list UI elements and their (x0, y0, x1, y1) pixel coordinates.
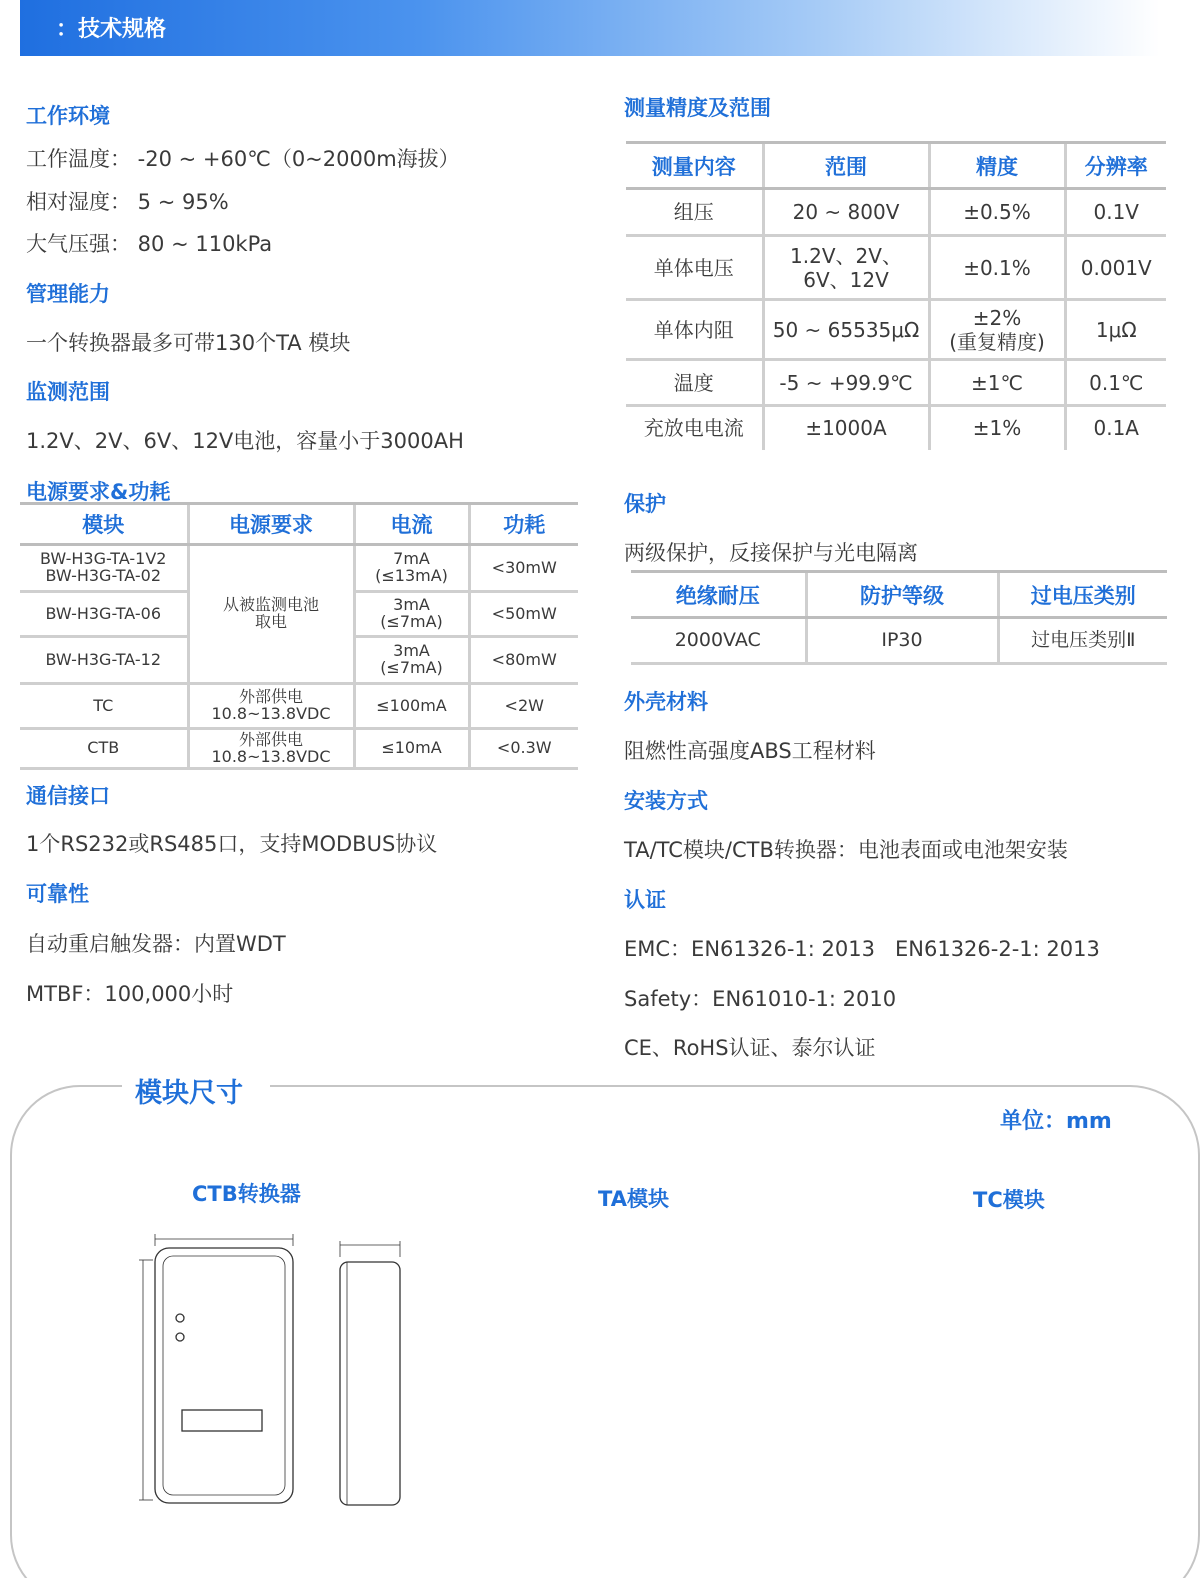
measure-header: 测量内容 (626, 143, 763, 189)
reliability-heading: 可靠性 (26, 882, 89, 906)
protect-header: 防护等级 (806, 572, 998, 618)
protect-cell: IP30 (806, 618, 998, 664)
power-cell: BW-H3G-TA-12 (20, 637, 188, 684)
shell-text: 阻燃性高强度ABS工程材料 (624, 739, 876, 763)
power-cell: <30mW (469, 545, 578, 592)
power-cell: <0.3W (469, 729, 578, 769)
power-heading: 电源要求&功耗 (26, 480, 171, 504)
power-cell: BW-H3G-TA-06 (20, 592, 188, 637)
measure-cell: 50 ~ 65535μΩ (763, 300, 929, 360)
monitor-text: 1.2V、2V、6V、12V电池，容量小于3000AH (26, 429, 464, 453)
ta-label: TA模块 (598, 1187, 669, 1211)
reliability-wdt: 自动重启触发器：内置WDT (26, 932, 286, 956)
cert-safety: Safety：EN61010-1: 2010 (624, 987, 897, 1011)
power-cell: CTB (20, 729, 188, 769)
measure-cell: ±1% (929, 406, 1065, 450)
measure-cell: 1μΩ (1065, 300, 1166, 360)
install-text: TA/TC模块/CTB转换器：电池表面或电池架安装 (624, 838, 1068, 862)
shell-heading: 外壳材料 (624, 690, 708, 714)
power-cell: 3mA (≤7mA) (354, 592, 469, 637)
measure-cell: 1.2V、2V、 6V、12V (763, 236, 929, 300)
protect-cell: 2000VAC (631, 618, 806, 664)
measure-cell: ±1000A (763, 406, 929, 450)
measure-cell: 充放电电流 (643, 416, 744, 441)
measure-cell: 单体内阻 (626, 300, 763, 360)
measure-heading: 测量精度及范围 (624, 96, 771, 120)
comm-heading: 通信接口 (26, 784, 110, 808)
protect-header: 绝缘耐压 (631, 572, 806, 618)
measure-cell: -5 ~ +99.9℃ (763, 360, 929, 406)
mgmt-heading: 管理能力 (26, 282, 110, 306)
power-cell: TC (20, 684, 188, 729)
cert-heading: 认证 (624, 888, 666, 912)
power-cell: 3mA (≤7mA) (354, 637, 469, 684)
mgmt-text: 一个转换器最多可带130个TA 模块 (26, 331, 351, 355)
power-cell: <80mW (469, 637, 578, 684)
power-cell: 外部供电 10.8~13.8VDC (188, 684, 354, 729)
measure-cell: ±2% (重复精度) (929, 300, 1065, 360)
measure-header: 范围 (763, 143, 929, 189)
measure-cell: 组压 (626, 189, 763, 236)
protect-text: 两级保护，反接保护与光电隔离 (624, 541, 918, 565)
measure-cell: ±0.1% (929, 236, 1065, 300)
reliability-mtbf: MTBF：100,000小时 (26, 982, 234, 1006)
measure-cell: ±1℃ (929, 360, 1065, 406)
power-cell: 从被监测电池 取电 (188, 545, 354, 684)
dimensions-title: 模块尺寸 (135, 1078, 243, 1109)
measure-header: 精度 (929, 143, 1065, 189)
measure-cell: 0.1A (1065, 406, 1166, 450)
measure-cell: ±0.5% (929, 189, 1065, 236)
power-header-current: 电流 (354, 504, 469, 545)
comm-text: 1个RS232或RS485口，支持MODBUS协议 (26, 832, 438, 856)
power-cell: BW-H3G-TA-1V2 BW-H3G-TA-02 (20, 545, 188, 592)
unit-label: 单位：mm (1000, 1109, 1112, 1134)
measure-cell: 20 ~ 800V (763, 189, 929, 236)
power-header-power: 功耗 (469, 504, 578, 545)
env-humidity: 相对湿度： 5 ~ 95% (26, 190, 229, 214)
power-header-supply: 电源要求 (188, 504, 354, 545)
protect-cell: 过电压类别Ⅱ (998, 618, 1167, 664)
measure-cell: 0.1V (1065, 189, 1166, 236)
measure-cell: 单体电压 (626, 236, 763, 300)
power-cell: <2W (469, 684, 578, 729)
measure-header: 分辨率 (1065, 143, 1166, 189)
monitor-heading: 监测范围 (26, 380, 110, 404)
env-pressure: 大气压强： 80 ~ 110kPa (26, 232, 273, 256)
cert-marks: CE、RoHS认证、泰尔认证 (624, 1036, 876, 1060)
measure-cell: 0.1℃ (1065, 360, 1166, 406)
power-header-module: 模块 (20, 504, 188, 545)
power-cell: 7mA (≤13mA) (354, 545, 469, 592)
ctb-drawing (139, 1234, 400, 1505)
protect-heading: 保护 (624, 492, 666, 516)
measure-cell: 0.001V (1065, 236, 1166, 300)
banner-title: ：技术规格 (56, 17, 167, 42)
power-cell: <50mW (469, 592, 578, 637)
env-temperature: 工作温度： -20 ~ +60℃（0~2000m海拔） (26, 147, 460, 171)
cert-emc: EMC：EN61326-1: 2013 EN61326-2-1: 2013 (624, 937, 1100, 961)
env-heading: 工作环境 (26, 104, 110, 128)
protect-header: 过电压类别 (998, 572, 1167, 618)
power-cell: ≤100mA (354, 684, 469, 729)
power-cell: 外部供电 10.8~13.8VDC (188, 729, 354, 769)
install-heading: 安装方式 (624, 789, 708, 813)
measure-cell: 温度 (626, 360, 763, 406)
ctb-label: CTB转换器 (192, 1182, 301, 1206)
power-cell: ≤10mA (354, 729, 469, 769)
tc-label: TC模块 (973, 1188, 1045, 1212)
